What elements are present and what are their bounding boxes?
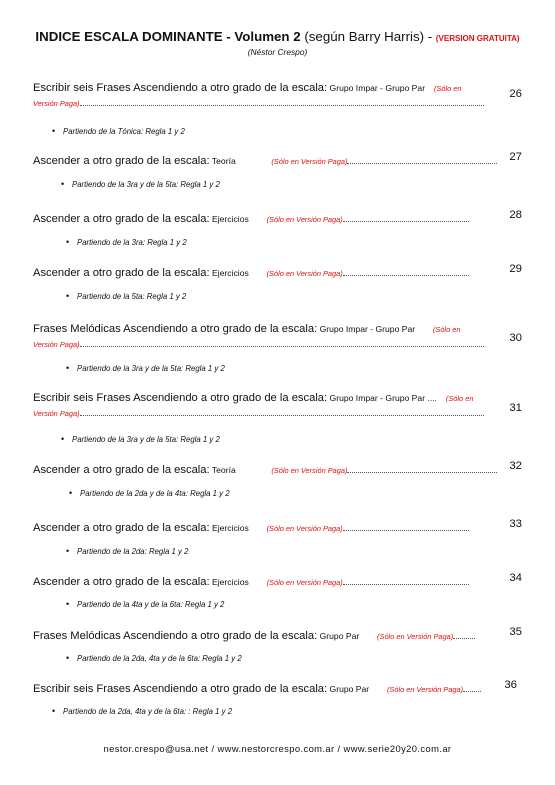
bullet-icon: • (69, 488, 73, 498)
index-entry[interactable] (33, 518, 522, 533)
entry-subtitle: Teoría (209, 465, 236, 475)
paid-note: (Sólo en Versión Paga) (266, 215, 343, 224)
bullet-icon: • (52, 706, 56, 716)
leader-dots (463, 690, 481, 692)
entry-subtitle: Ejercicios (209, 214, 249, 224)
paid-note: (Sólo en Versión Paga) (266, 578, 343, 587)
list-item (52, 706, 233, 716)
leader-dots (80, 414, 484, 416)
rule-text: Partiendo de la 3ra: Regla 1 y 2 (77, 238, 187, 247)
paid-note-cont: Versión Paga) (33, 409, 80, 418)
entry-title: Ascender a otro grado de la escala: (33, 576, 210, 588)
list-item (61, 434, 220, 444)
index-entry[interactable] (33, 263, 522, 278)
page-title (0, 29, 555, 44)
rule-text: Partiendo de la 3ra y de la 5ta: Regla 1 y 2 (72, 180, 220, 189)
list-item (52, 126, 185, 136)
entry-subtitle: Grupo Par (317, 631, 360, 641)
bullet-icon: • (52, 126, 56, 136)
title-volume: Volumen 2 (234, 29, 301, 44)
page-number: 33 (509, 518, 522, 530)
paid-note: (Sólo en (445, 394, 474, 403)
rule-text: Partiendo de la 2da y de la 4ta: Regla 1 y 2 (80, 489, 230, 498)
index-entry[interactable] (33, 679, 517, 694)
entry-title: Escribir seis Frases Ascendiendo a otro grado de la escala: (33, 683, 328, 695)
paid-note: (Sólo en (433, 84, 462, 93)
entry-subtitle: Grupo Impar - Grupo Par (327, 393, 426, 403)
entry-subtitle: Teoría (209, 156, 236, 166)
page-number: 35 (509, 626, 522, 638)
bullet-icon: • (66, 237, 70, 247)
paid-note: (Sólo en Versión Paga) (377, 632, 454, 641)
page-number: 34 (509, 572, 522, 584)
paid-note-cont: Versión Paga) (33, 340, 80, 349)
list-item (66, 546, 189, 556)
entry-extra: .... (425, 393, 438, 403)
entry-title: Ascender a otro grado de la escala: (33, 464, 210, 476)
paid-note: (Sólo en Versión Paga) (266, 524, 343, 533)
leader-dots (347, 162, 497, 164)
paid-note: (Sólo en Versión Paga) (266, 269, 343, 278)
rule-text: Partiendo de la 5ta: Regla 1 y 2 (77, 292, 187, 301)
leader-dots (343, 274, 469, 276)
list-item (66, 237, 187, 247)
index-entry[interactable] (33, 209, 522, 224)
page-number: 31 (509, 402, 522, 414)
entry-title: Frases Melódicas Ascendiendo a otro grado de la escala: (33, 323, 318, 335)
entry-title: Ascender a otro grado de la escala: (33, 522, 210, 534)
paid-note: (Sólo en Versión Paga) (271, 157, 348, 166)
rule-text: Partiendo de la 2da, 4ta y de la 6ta: Regla 1 y 2 (77, 654, 242, 663)
rule-text: Partiendo de la 2da, 4ta y de la 6ta: : Regla 1 y 2 (63, 707, 233, 716)
entry-subtitle: Grupo Par (327, 684, 370, 694)
paid-note-cont: Versión Paga) (33, 99, 80, 108)
list-item (66, 291, 187, 301)
leader-dots (343, 220, 469, 222)
page-number: 30 (509, 332, 522, 344)
index-entry[interactable] (33, 388, 522, 416)
entry-title: Escribir seis Frases Ascendiendo a otro grado de la escala: (33, 82, 328, 94)
entry-title: Frases Melódicas Ascendiendo a otro grado de la escala: (33, 630, 318, 642)
page-number: 28 (509, 209, 522, 221)
bullet-icon: • (66, 291, 70, 301)
index-entry[interactable] (33, 319, 522, 347)
list-item (66, 599, 225, 609)
rule-text: Partiendo de la 3ra y de la 5ta: Regla 1 y 2 (77, 364, 225, 373)
index-entry[interactable] (33, 460, 522, 475)
entry-title: Escribir seis Frases Ascendiendo a otro grado de la escala: (33, 392, 328, 404)
index-entry[interactable] (33, 78, 522, 106)
entry-subtitle: Ejercicios (209, 523, 249, 533)
title-rest: (según Barry Harris) - (300, 29, 436, 44)
page-number: 36 (504, 679, 517, 691)
leader-dots (80, 345, 484, 347)
bullet-icon: • (66, 653, 70, 663)
list-item (66, 653, 242, 663)
bullet-icon: • (61, 434, 65, 444)
entry-subtitle: Grupo Impar - Grupo Par (317, 324, 416, 334)
rule-text: Partiendo de la Tónica: Regla 1 y 2 (63, 127, 185, 136)
leader-dots (343, 583, 469, 585)
leader-dots (343, 529, 469, 531)
leader-dots (453, 637, 475, 639)
leader-dots (347, 471, 497, 473)
bullet-icon: • (61, 179, 65, 189)
rule-text: Partiendo de la 4ta y de la 6ta: Regla 1 y 2 (77, 600, 225, 609)
paid-note: (Sólo en Versión Paga) (386, 685, 464, 694)
entry-title: Ascender a otro grado de la escala: (33, 155, 210, 167)
entry-subtitle: Grupo Impar - Grupo Par (327, 83, 426, 93)
title-main: INDICE ESCALA DOMINANTE - (35, 29, 235, 44)
entry-subtitle: Ejercicios (209, 268, 249, 278)
paid-note: (Sólo en (432, 325, 461, 334)
paid-note: (Sólo en Versión Paga) (271, 466, 348, 475)
footer-contact: nestor.crespo@usa.net / www.nestorcrespo.com.ar / www.serie20y20.com.ar (103, 743, 452, 754)
leader-dots (80, 104, 484, 106)
page-number: 32 (509, 460, 522, 472)
index-entry[interactable] (33, 626, 522, 641)
entry-title: Ascender a otro grado de la escala: (33, 267, 210, 279)
list-item (66, 363, 225, 373)
page-number: 29 (509, 263, 522, 275)
list-item (69, 488, 230, 498)
rule-text: Partiendo de la 2da: Regla 1 y 2 (77, 547, 189, 556)
index-entry[interactable] (33, 572, 522, 587)
page-number: 26 (509, 88, 522, 100)
bullet-icon: • (66, 599, 70, 609)
rule-text: Partiendo de la 3ra y de la 5ta: Regla 1 y 2 (72, 435, 220, 444)
entry-subtitle: Ejercicios (209, 577, 249, 587)
list-item (61, 179, 220, 189)
entry-title: Ascender a otro grado de la escala: (33, 213, 210, 225)
index-entry[interactable] (33, 151, 522, 166)
free-version-label: (VERSION GRATUITA) (435, 34, 520, 43)
bullet-icon: • (66, 546, 70, 556)
author: (Néstor Crespo) (247, 47, 308, 57)
page-number: 27 (509, 151, 522, 163)
bullet-icon: • (66, 363, 70, 373)
